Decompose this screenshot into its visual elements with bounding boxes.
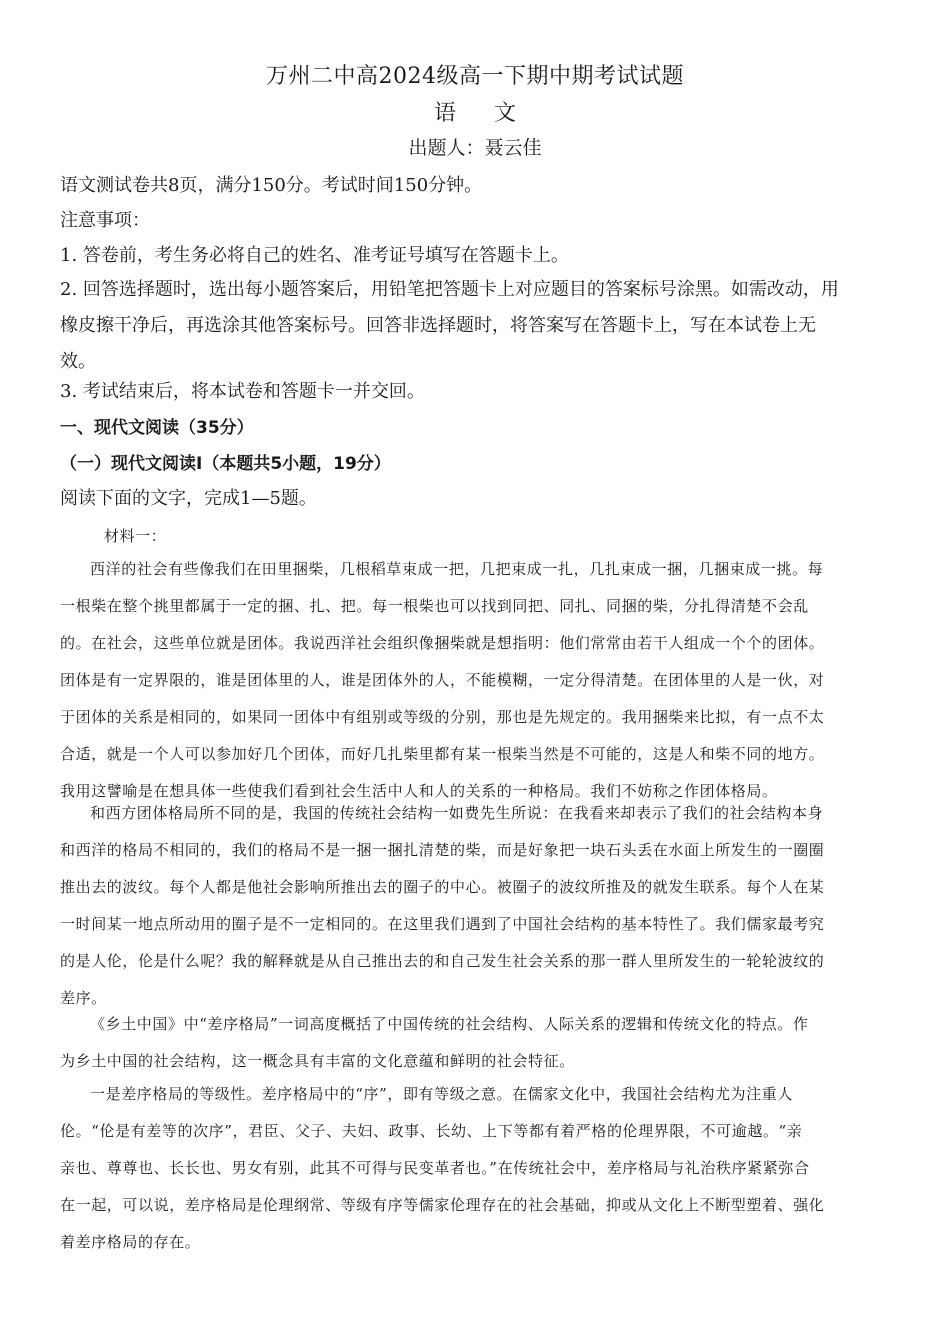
paragraph-line: 一根柴在整个挑里都属于一定的捆、扎、把。每一根柴也可以找到同把、同扎、同捆的柴，分扎得清楚不会乱 (60, 597, 809, 615)
paragraph-line: 《乡土中国》中“差序格局”一词高度概括了中国传统的社会结构、人际关系的逻辑和传统文化的特点。作 (90, 1015, 809, 1033)
exam-intro: 语文测试卷共8页，满分150分。考试时间150分钟。 (60, 175, 483, 196)
note-2-line: 橡皮擦干净后，再选涂其他答案标号。回答非选择题时，将答案写在答题卡上，写在本试卷上无 (60, 315, 816, 336)
note-2 (60, 272, 892, 380)
material-label: 材料一： (104, 527, 167, 545)
paragraph-line: 和西方团体格局所不同的是，我国的传统社会结构一如费先生所说：在我看来却表示了我们的社会结构本身 (90, 804, 824, 822)
paragraph-line: 我用这譬喻是在想具体一些使我们看到社会生活中人和人的关系的一种格局。我们不妨称之作团体格局。 (60, 782, 778, 800)
paragraph-line: 的。在社会，这些单位就是团体。我说西洋社会组织像捆柴就是想指明：他们常常由若干人组成一个个的团体。 (60, 634, 825, 652)
notes-heading: 注意事项： (60, 210, 150, 231)
note-2-line: 2. 回答选择题时，选出每小题答案后，用铅笔把答题卡上对应题目的答案标号涂黑。如需改动，用 (60, 279, 839, 300)
paragraph-2 (60, 795, 892, 1017)
paragraph-line: 伦。“伦是有差等的次序”，君臣、父子、夫妇、政事、长幼、上下等都有着严格的伦理界限，不可逾越。“亲 (60, 1122, 803, 1140)
paragraph-line: 一时间某一地点所动用的圈子是不一定相同的。在这里我们遇到了中国社会结构的基本特性了。我们儒家最考究 (60, 915, 825, 933)
paragraph-line: 一是差序格局的等级性。差序格局中的“序”，即有等级之意。在儒家文化中，我国社会结构尤为注重人 (90, 1085, 793, 1103)
paragraph-4 (60, 1076, 892, 1261)
paragraph-line: 于团体的关系是相同的，如果同一团体中有组别或等级的分别，那也是先规定的。我用捆柴来比拟，有一点不太 (60, 708, 825, 726)
paragraph-1 (60, 551, 892, 810)
paragraph-line: 差序。 (60, 989, 107, 1007)
exam-title: 万州二中高2024级高一下期中期考试试题 (266, 64, 684, 89)
paragraph-3 (60, 1006, 892, 1080)
reading-instruction: 阅读下面的文字，完成1—5题。 (60, 488, 317, 509)
paragraph-line: 的是人伦，伦是什么呢？我的解释就是从自己推出去的和自己发生社会关系的那一群人里所发生的一轮轮波纹的 (60, 952, 825, 970)
paragraph-line: 推出去的波纹。每个人都是他社会影响所推出去的圈子的中心。被圈子的波纹所推及的就发生联系。每个人在某 (60, 878, 825, 896)
paragraph-line: 为乡土中国的社会结构，这一概念具有丰富的文化意蕴和鲜明的社会特征。 (60, 1052, 575, 1070)
paragraph-line: 在一起，可以说，差序格局是伦理纲常、等级有序等儒家伦理存在的社会基础，抑或从文化上不断型塑着、强化 (60, 1196, 825, 1214)
paragraph-line: 和西洋的格局不相同的，我们的格局不是一捆一捆扎清楚的柴，而是好象把一块石头丢在水面上所发生的一圈圈 (60, 841, 825, 859)
section-heading: 一、现代文阅读（35分） (60, 418, 254, 438)
paragraph-line: 着差序格局的存在。 (60, 1233, 201, 1251)
paragraph-line: 团体是有一定界限的，谁是团体里的人，谁是团体外的人，不能模糊，一定分得清楚。在团体里的人是一伙，对 (60, 671, 825, 689)
paragraph-line: 西洋的社会有些像我们在田里捆柴，几根稻草束成一把，几把束成一扎，几扎束成一捆，几捆束成一挑。每 (90, 560, 824, 578)
note-3: 3. 考试结束后，将本试卷和答题卡一并交回。 (60, 381, 425, 402)
paragraph-line: 合适，就是一个人可以参加好几个团体，而好几扎柴里都有某一根柴当然是不可能的，这是人和柴不同的地方。 (60, 745, 825, 763)
author-line: 出题人：聂云佳 (408, 137, 542, 159)
subsection-heading: （一）现代文阅读Ⅰ（本题共5小题，19分） (60, 454, 391, 474)
note-1: 1. 答卷前，考生务必将自己的姓名、准考证号填写在答题卡上。 (60, 245, 569, 266)
note-2-line: 效。 (60, 351, 96, 372)
paragraph-line: 亲也、尊尊也、长长也、男女有别，此其不可得与民变革者也。”在传统社会中，差序格局与礼治秩序紧紧弥合 (60, 1159, 810, 1177)
subject-title: 语文 (433, 101, 554, 126)
